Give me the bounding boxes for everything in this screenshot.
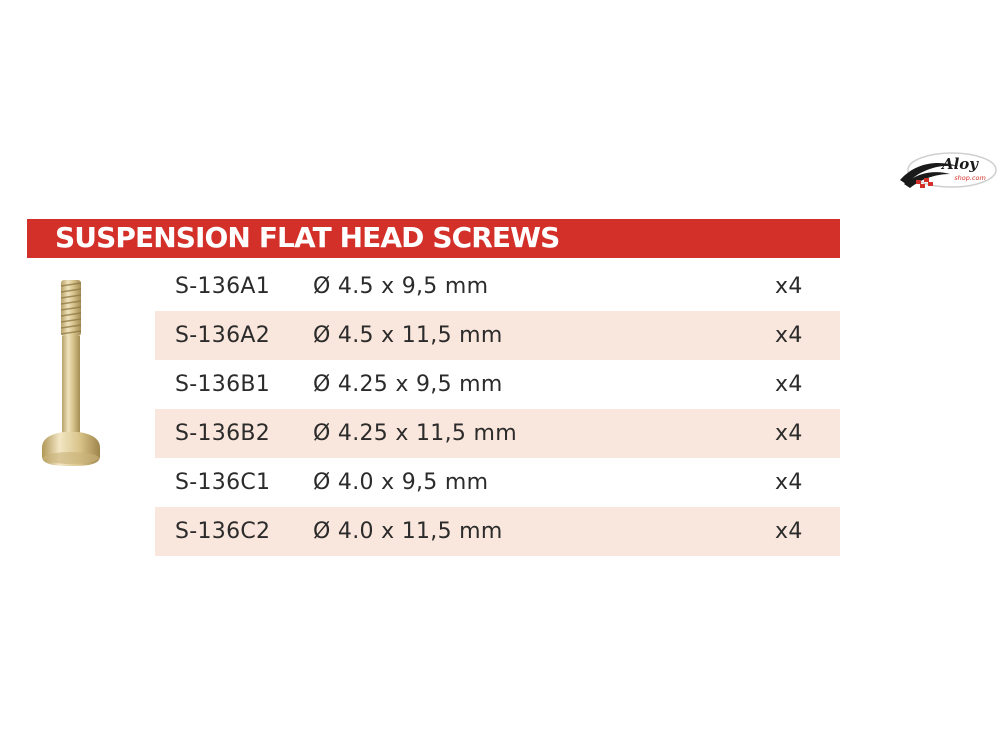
screw-size: Ø 4.5 x 9,5 mm xyxy=(313,274,489,299)
table-row xyxy=(155,311,840,360)
brass-flat-head-screw-icon xyxy=(38,276,104,470)
quantity: x4 xyxy=(775,421,803,446)
quantity: x4 xyxy=(775,323,803,348)
screw-size: Ø 4.5 x 11,5 mm xyxy=(313,323,503,348)
screw-size: Ø 4.0 x 9,5 mm xyxy=(313,470,489,495)
table-row xyxy=(155,360,840,409)
quantity: x4 xyxy=(775,274,803,299)
logo-sub: shop.com xyxy=(954,174,986,182)
quantity: x4 xyxy=(775,519,803,544)
part-code: S-136B1 xyxy=(175,372,271,397)
screw-size: Ø 4.0 x 11,5 mm xyxy=(313,519,503,544)
screw-size: Ø 4.25 x 9,5 mm xyxy=(313,372,503,397)
table-row xyxy=(155,507,840,556)
aloy-shop-logo-icon[interactable] xyxy=(898,150,998,192)
part-code: S-136C2 xyxy=(175,519,271,544)
logo-name: Aloy xyxy=(941,155,979,173)
part-code: S-136C1 xyxy=(175,470,271,495)
part-code: S-136B2 xyxy=(175,421,271,446)
table-row xyxy=(155,409,840,458)
table-row xyxy=(155,458,840,507)
screw-size: Ø 4.25 x 11,5 mm xyxy=(313,421,517,446)
section-banner xyxy=(27,219,840,258)
quantity: x4 xyxy=(775,470,803,495)
quantity: x4 xyxy=(775,372,803,397)
part-code: S-136A1 xyxy=(175,274,271,299)
banner-title: SUSPENSION FLAT HEAD SCREWS xyxy=(55,221,560,254)
part-code: S-136A2 xyxy=(175,323,271,348)
table-row xyxy=(155,262,840,311)
screw-table xyxy=(155,262,840,556)
